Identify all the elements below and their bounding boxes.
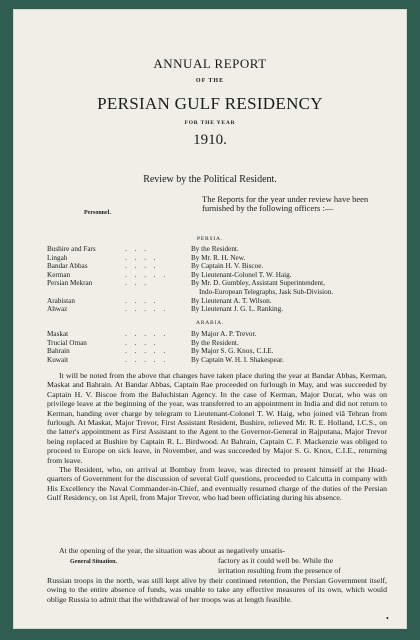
general-situation-sidenote: General Situation.: [70, 559, 118, 565]
paragraph-changes: It will be noted from the above that changes have taken place during the year at Bandar Abbas, Kerman, Maskat and Bahrain. At Bandar Abbas, Captain Rae proceeded on furlough in May, and was succeeded by Captain H. V. Biscoe from the Baluchistan Agency. In the case of Kerman, Major Ducat, who was on privilege leave at the beginning of the year, was transferred to an appointment in India and did not return to Kerman, handing over charge by telegram to Lieutenant-Colonel T. W. Haig, who joined viâ Tehran from furlough. At Maskat, Major Trevor, First Assistant Resident, Bushire, relieved Mr. R. E. Holland, I.C.S., on the latter's appointment as First Assistant to the Agent to the Governor-General in Rajputana, Major Trevor being replaced at Bushire by Captain R. L. Birdwood. At Bahrain, Captain C. F. Mackenzie was obliged to proceed to Europe on sick leave, in November, and was succeeded by Major S. G. Knox, C.I.E., returning from leave.: [47, 371, 387, 465]
general-situation-line3: irritation resulting from the presence of: [218, 566, 341, 575]
list-item: [47, 245, 387, 254]
place-name: Kuwait: [47, 355, 69, 364]
place-name: Bandar Abbas: [47, 262, 88, 271]
leader-dots: . . . . .: [125, 347, 169, 356]
general-situation-body: Russian troops in the north, was still kept alive by their continued retention, the Persian Government itself, owing to the entire absence of funds, was unable to take any effective measures of its own, which would oblige Russia to admit that the withdrawal of her troops was at length feasible.: [47, 576, 387, 604]
leader-dots: . . . . .: [125, 355, 169, 364]
list-item: [47, 271, 387, 280]
personnel-intro: The Reports for the year under review have been furnished by the following officers :—: [202, 194, 369, 213]
for-the-year-label: FOR THE YEAR: [184, 120, 236, 126]
list-item: [47, 347, 387, 356]
arabia-list: [47, 330, 387, 364]
officer: By Mr. R. H. New.: [191, 253, 246, 262]
list-item: [47, 330, 387, 339]
officer: By Captain W. H. I. Shakespear.: [191, 355, 284, 364]
officer: By the Resident.: [191, 245, 239, 253]
place-name: Persian Mekran: [47, 279, 93, 288]
officer-continued: Indo-European Telegraphs, Jask Sub-Division.: [199, 287, 334, 296]
list-item: [47, 279, 387, 288]
list-item: [47, 305, 387, 314]
general-situation-line2: factory as it could well be. While the: [218, 556, 334, 565]
officer: By Captain H. V. Biscoe.: [191, 262, 264, 271]
list-item: [47, 339, 387, 348]
place-name: Bahrain: [47, 347, 70, 356]
leader-dots: . . .: [125, 245, 149, 253]
report-year: 1910.: [193, 132, 227, 148]
residency-title: PERSIAN GULF RESIDENCY: [97, 94, 323, 113]
officer: By Lieutenant-Colonel T. W. Haig.: [191, 270, 292, 279]
officer: By Major S. G. Knox, C.I.E.: [191, 347, 274, 356]
report-title: ANNUAL REPORT: [153, 56, 267, 71]
place-name: Arabistan: [47, 296, 75, 305]
place-name: Kerman: [47, 270, 71, 279]
list-item-continuation: [47, 288, 387, 297]
place-name: Lingah: [47, 253, 68, 262]
persia-heading: PERSIA.: [197, 236, 223, 242]
officer: By Mr. D. Gumbley, Assistant Superintendent,: [191, 279, 325, 288]
place-name: Ahwaz: [47, 305, 68, 314]
arabia-heading: ARABIA.: [195, 320, 225, 326]
section-title: Review by the Political Resident.: [143, 174, 277, 185]
place-name: Bushire and Fars: [47, 245, 96, 253]
report-subtitle-of-the: OF THE: [195, 78, 225, 84]
leader-dots: . . . .: [125, 262, 159, 271]
officer: By the Resident.: [191, 338, 239, 347]
list-item: [47, 254, 387, 263]
persia-list: [47, 245, 387, 314]
leader-dots: . . . .: [125, 338, 159, 347]
place-name: Trucial Oman: [47, 338, 87, 347]
report-body: [47, 371, 387, 503]
leader-dots: . . . . .: [125, 330, 169, 338]
officer: By Lieutenant J. G. L. Ranking.: [191, 305, 284, 314]
officer: By Lieutenant A. T. Wilson.: [191, 296, 272, 305]
leader-dots: . . . .: [125, 253, 159, 262]
list-item: [47, 356, 387, 365]
document-page: [14, 10, 406, 628]
list-item: [47, 262, 387, 271]
leader-dots: . . . . .: [125, 270, 169, 279]
footer-mark: •: [386, 614, 389, 623]
personnel-sidenote: Personnel.: [84, 210, 111, 216]
list-item: [47, 297, 387, 306]
paragraph-resident: The Resident, who, on arrival at Bombay from leave, was directed to present himself at the Head-quarters of Government for the discussion of several Gulf questions, proceeded to Calcutta in company with His Excellency the Naval Commander-in-Chief, and eventually resumed charge of the duties of the Persian Gulf Residency, on 1st April, from Major Trevor, who had been officiating during his absence.: [47, 465, 387, 503]
leader-dots: . . . . .: [125, 305, 169, 314]
officer: By Major A. P. Trevor.: [191, 330, 257, 338]
leader-dots: . . . .: [125, 296, 159, 305]
general-situation-line1: At the opening of the year, the situation was about as negatively unsatis-: [59, 546, 285, 555]
leader-dots: . . .: [125, 279, 149, 288]
place-name: Maskat: [47, 330, 69, 338]
